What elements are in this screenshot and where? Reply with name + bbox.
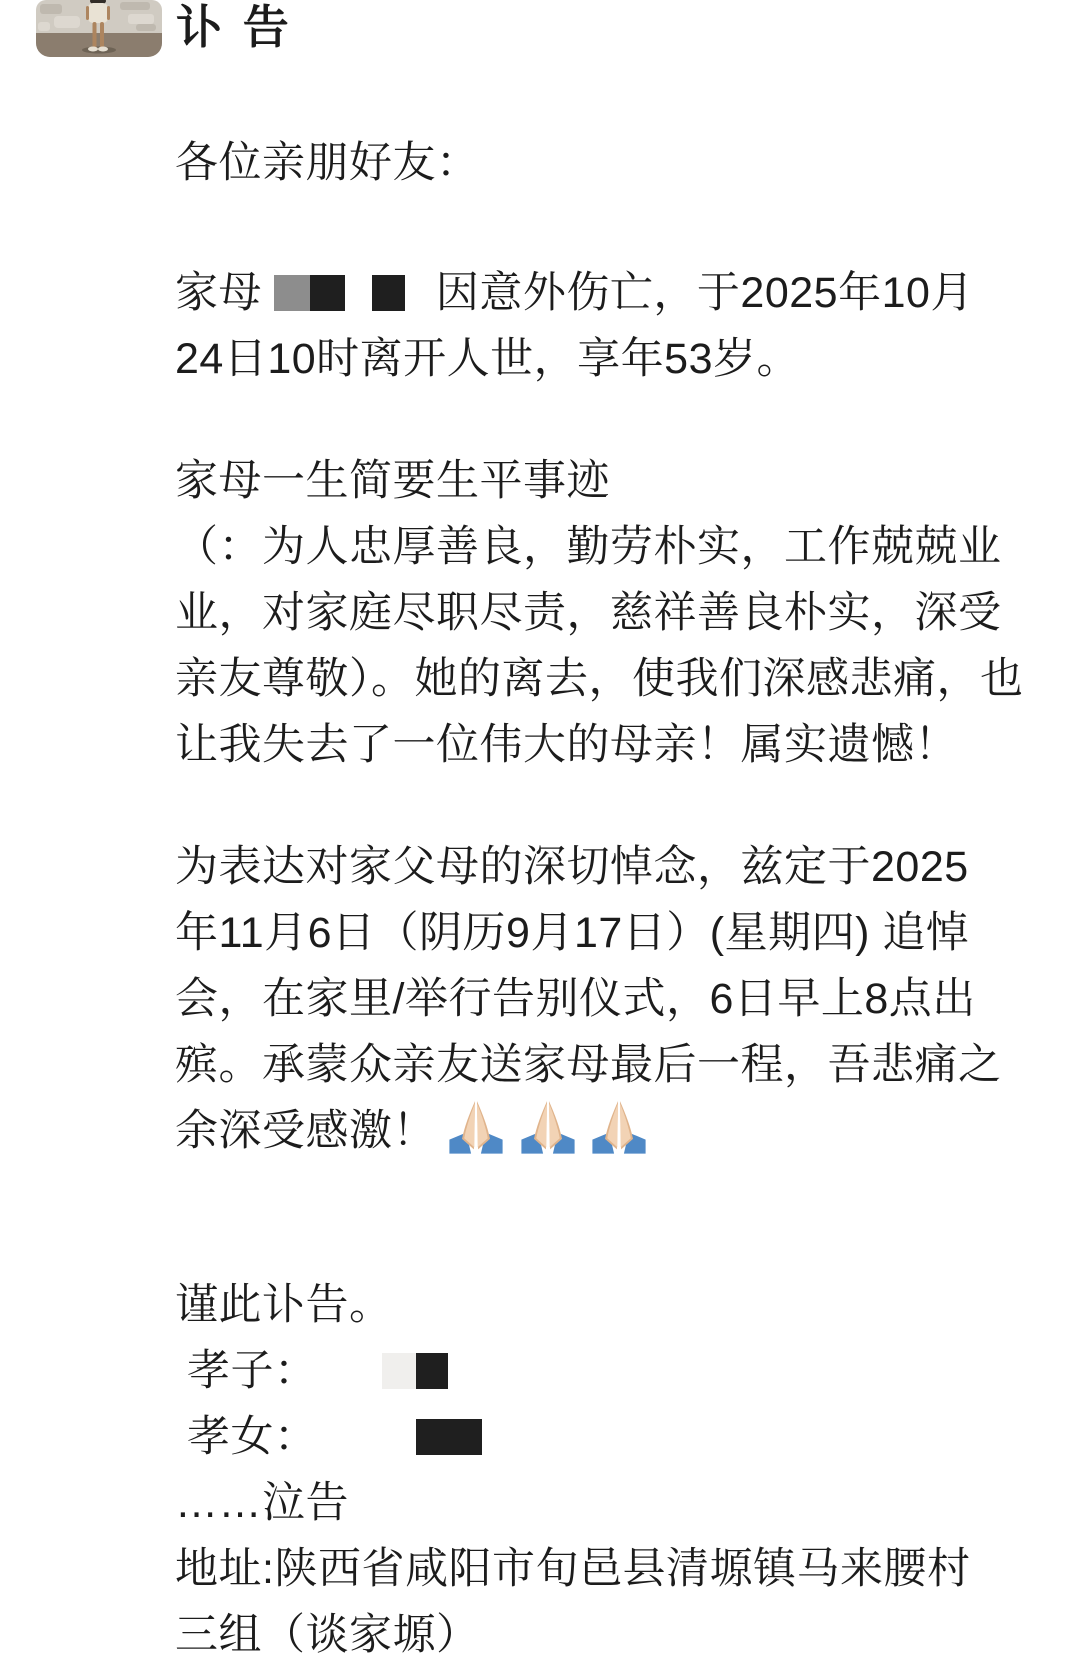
bio-line-4: 亲友尊敬）。她的离去，使我们深感悲痛，也 [175, 655, 1024, 703]
weep-line: ……泣告 [175, 1479, 349, 1527]
bio-line-2: （：为人忠厚善良，勤劳朴实，工作兢兢业 [175, 523, 1002, 571]
page-title: 讣 告 [176, 1, 293, 53]
funeral-line-4: 殡。承蒙众亲友送家母最后一程，吾悲痛之 [175, 1041, 1002, 1089]
redacted-son-name-block-dark [416, 1353, 448, 1389]
folded-hands-icon [448, 1100, 504, 1154]
redacted-name-block-gray [274, 275, 310, 311]
death-line-1 [175, 260, 1040, 326]
folded-hands-icon [520, 1100, 576, 1154]
funeral-line-3: 会，在家里/举行告别仪式，6日早上8点出 [175, 975, 976, 1023]
avatar-photo [36, 0, 162, 57]
funeral-line-5-text: 余深受感激！ [175, 1107, 436, 1155]
folded-hands-icon [591, 1100, 647, 1154]
funeral-line-5 [175, 1098, 1040, 1164]
funeral-line-2: 年11月6日（阴历9月17日）(星期四) 追悼 [175, 909, 970, 957]
death-line-2: 24日10时离开人世，享年53岁。 [175, 335, 800, 383]
bio-line-5: 让我失去了一位伟大的母亲！属实遗憾！ [175, 721, 958, 769]
closing-notice-line: 谨此讣告。 [175, 1281, 393, 1329]
post-header [0, 0, 1080, 58]
daughter-label: 孝女： [187, 1413, 318, 1461]
redacted-son-name-block-light [382, 1353, 416, 1389]
address-line-2: 三组（谈家塬） [175, 1611, 480, 1659]
redacted-name-block-dark [310, 275, 345, 311]
funeral-line-1: 为表达对家父母的深切悼念，兹定于2025 [175, 843, 969, 891]
paragraph-biography [175, 448, 1040, 778]
death-line-1-prefix: 家母 [175, 269, 262, 317]
paragraph-funeral-arrangements [175, 834, 1040, 1164]
daughter-line [175, 1404, 1040, 1470]
avatar[interactable] [36, 0, 162, 57]
salutation-line: 各位亲朋好友： [175, 139, 480, 187]
post-body [0, 130, 1080, 1668]
redacted-name-block-dark-2 [372, 275, 405, 311]
son-line [175, 1338, 1040, 1404]
address-line-1: 地址:陕西省咸阳市旬邑县清塬镇马来腰村 [175, 1545, 971, 1593]
paragraph-closing [175, 1272, 1040, 1668]
death-line-1-suffix: 因意外伤亡，于2025年10月 [435, 269, 974, 317]
bio-line-1: 家母一生简要生平事迹 [175, 457, 610, 505]
redacted-daughter-name-block [416, 1419, 482, 1455]
paragraph-death-notice [175, 260, 1040, 392]
son-label: 孝子： [187, 1347, 318, 1395]
bio-line-3: 业，对家庭尽职尽责，慈祥善良朴实，深受 [175, 589, 1002, 637]
